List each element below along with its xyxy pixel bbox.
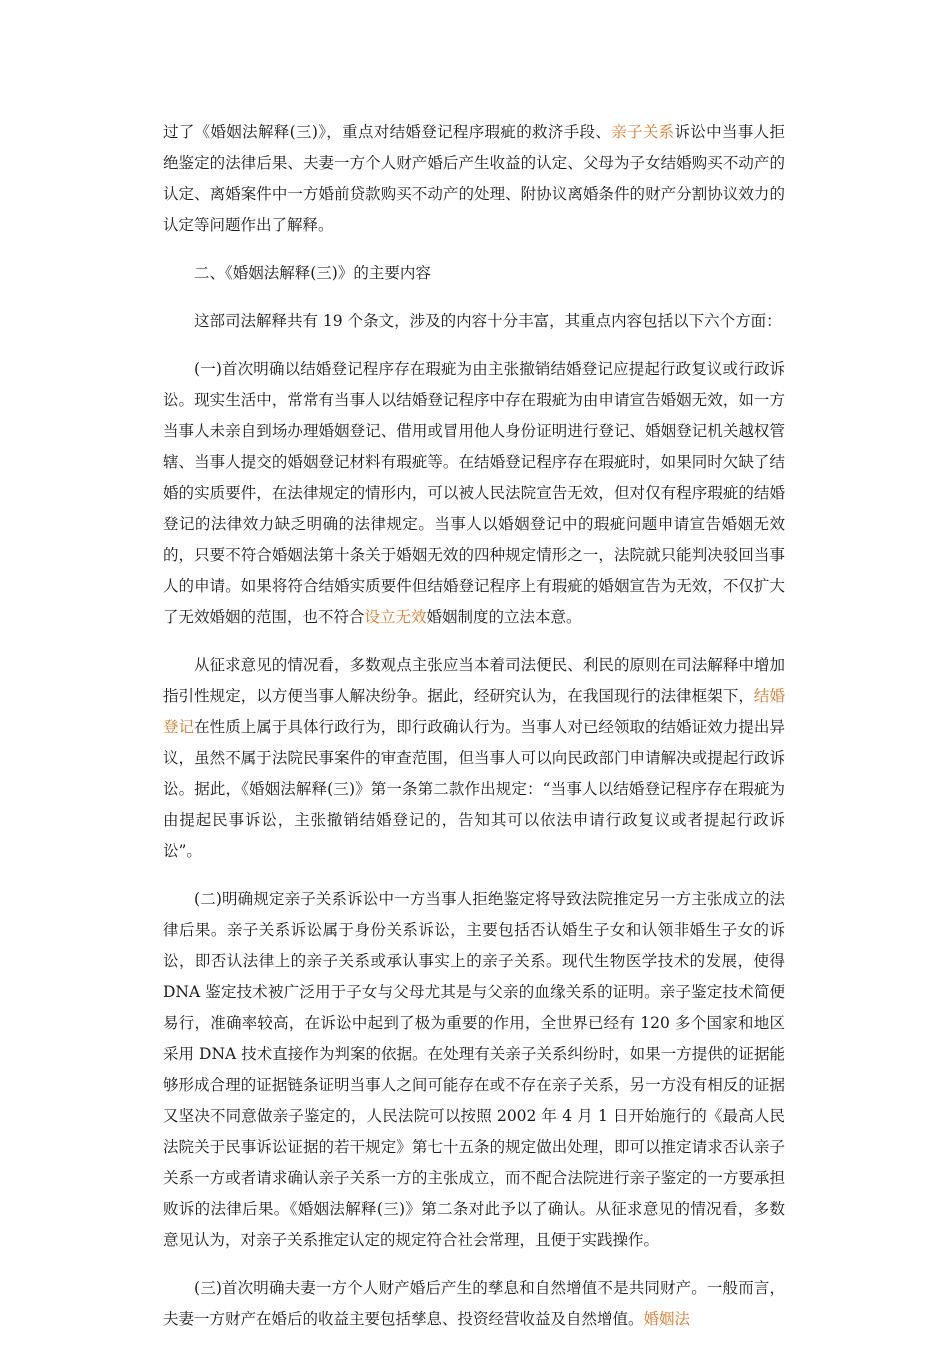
paragraph-text: 诉讼中当事人拒绝鉴定的法律后果、夫妻一方个人财产婚后产生收益的认定、父母为子女结婚购买不动产的认定、离婚案件中一方婚前贷款购买不动产的处理、附协议离婚条件的财产分割协议效力的认定等问题作出了解释。: [163, 123, 785, 234]
paragraph: [163, 258, 785, 289]
paragraph: [163, 650, 785, 867]
paragraph-text: 过了《婚姻法解释(三)》，重点对结婚登记程序瑕疵的救济手段、: [163, 123, 612, 141]
paragraph-text: (三)首次明确夫妻一方个人财产婚后产生的孳息和自然增值不是共同财产。一般而言，夫妻一方财产在婚后的收益主要包括孳息、投资经营收益及自然增值。: [163, 1279, 785, 1328]
hyperlink[interactable]: 设立无效: [364, 608, 427, 626]
hyperlink[interactable]: 亲子关系: [611, 123, 675, 141]
paragraph: [163, 354, 785, 633]
hyperlink[interactable]: 婚姻法: [643, 1310, 691, 1328]
paragraph-text: 婚姻制度的立法本意。: [426, 608, 582, 626]
paragraph: [163, 1273, 785, 1335]
paragraph: [163, 117, 785, 241]
paragraph-text: 二、《婚姻法解释(三)》的主要内容: [194, 264, 431, 282]
hyperlink[interactable]: 结婚登记: [163, 687, 785, 736]
paragraph-text: (一)首次明确以结婚登记程序存在瑕疵为由主张撤销结婚登记应提起行政复议或行政诉讼。现实生活中，常常有当事人以结婚登记程序中存在瑕疵为由申请宣告婚姻无效，如一方当事人未亲自到场办理婚姻登记、借用或冒用他人身份证明进行登记、婚姻登记机关越权管辖、当事人提交的婚姻登记材料有瑕疵等。在结婚登记程序存在瑕疵时，如果同时欠缺了结婚的实质要件，在法律规定的情形内，可以被人民法院宣告无效，但对仅有程序瑕疵的结婚登记的法律效力缺乏明确的法律规定。当事人以婚姻登记中的瑕疵问题申请宣告婚姻无效的，只要不符合婚姻法第十条关于婚姻无效的四种规定情形之一，法院就只能判决驳回当事人的申请。如果将符合结婚实质要件但结婚登记程序上有瑕疵的婚姻宣告为无效，不仅扩大了无效婚姻的范围，也不符合: [163, 360, 785, 626]
paragraph: [163, 884, 785, 1256]
paragraph-text: 从征求意见的情况看，多数观点主张应当本着司法便民、利民的原则在司法解释中增加指引性规定，以方便当事人解决纷争。据此，经研究认为，在我国现行的法律框架下，: [163, 656, 785, 705]
paragraph-text: 这部司法解释共有 19 个条文，涉及的内容十分丰富，其重点内容包括以下六个方面：: [194, 312, 782, 330]
paragraph-text: (二)明确规定亲子关系诉讼中一方当事人拒绝鉴定将导致法院推定另一方主张成立的法律后果。亲子关系诉讼属于身份关系诉讼，主要包括否认婚生子女和认领非婚生子女的诉讼，即否认法律上的亲子关系或承认事实上的亲子关系。现代生物医学技术的发展，使得 DNA 鉴定技术被广泛用于子女与父母尤其是与父亲的血缘关系的证明。亲子鉴定技术简便易行，准确率较高，在诉讼中起到了极为重要的作用，全世界已经有 120 多个国家和地区采用 DNA 技术直接作为判案的依据。在处理有关亲子关系纠纷时，如果一方提供的证据能够形成合理的证据链条证明当事人之间可能存在或不存在亲子关系，另一方没有相反的证据又坚决不同意做亲子鉴定的，人民法院可以按照 2002 年 4 月 1 日开始施行的《最高人民法院关于民事诉讼证据的若干规定》第七十五条的规定做出处理，即可以推定请求否认亲子关系一方或者请求确认亲子关系一方的主张成立，而不配合法院进行亲子鉴定的一方要承担败诉的法律后果。《婚姻法解释(三)》第二条对此予以了确认。从征求意见的情况看，多数意见认为，对亲子关系推定认定的规定符合社会常理，且便于实践操作。: [163, 890, 785, 1249]
paragraph-text: 在性质上属于具体行政行为，即行政确认行为。当事人对已经领取的结婚证效力提出异议，虽然不属于法院民事案件的审查范围，但当事人可以向民政部门申请解决或提起行政诉讼。据此，《婚姻法解释(三)》第一条第二款作出规定：“当事人以结婚登记程序存在瑕疵为由提起民事诉讼，主张撤销结婚登记的，告知其可以依法申请行政复议或者提起行政诉讼”。: [163, 718, 785, 860]
document-page: [163, 117, 785, 1352]
paragraph: [163, 306, 785, 337]
